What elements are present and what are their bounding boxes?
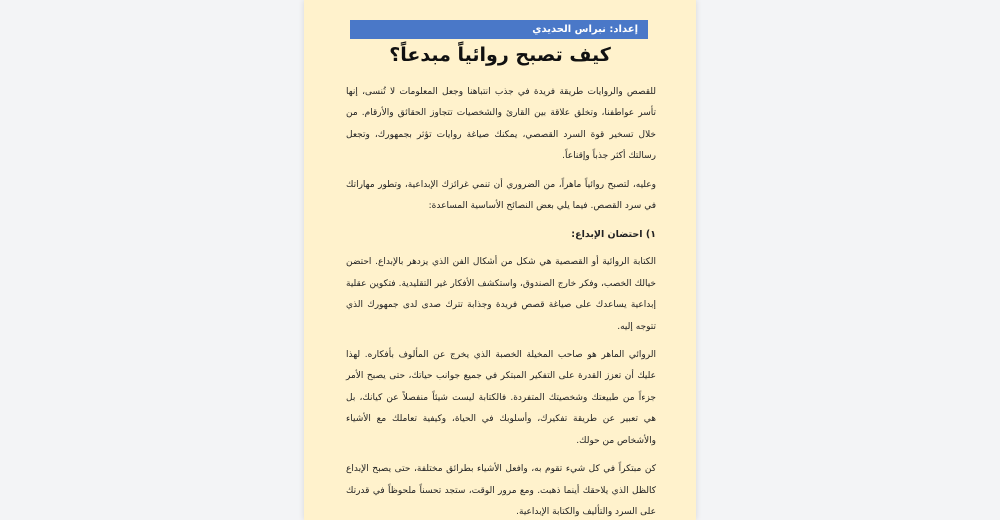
document-page xyxy=(304,0,696,520)
article-title: كيف تصبح روائياً مبدعاً؟ xyxy=(389,44,611,66)
paragraph-novelist: الروائي الماهر هو صاحب المخيلة الخصبة الذي يخرج عن المألوف بأفكاره. لهذا عليك أن تعزز القدرة على التفكير المبتكر في جميع جوانب حياتك، حتى يصبح الأمر جزءاً من طبيعتك وشخصيتك المتفردة. فالكتابة ليست شيئاً منفصلاً عن كيانك، بل هي تعبير عن طريقة تفكيرك، وأسلوبك في الحياة، وكيفية تعاملك مع الأشياء والأشخاص من حولك. xyxy=(346,350,656,446)
section-heading: ١) احتضان الإبداع: xyxy=(571,229,656,241)
article-body xyxy=(346,82,656,520)
paragraph-intro: للقصص والروايات طريقة فريدة في جذب انتباهنا وجعل المعلومات لا تُنسى، إنها تأسر عواطفنا، وتخلق علاقة بين القارئ والشخصيات تتجاوز الحقائق والأرقام. من خلال تسخير قوة السرد القصصي، يمكنك صياغة روايات تؤثر بجمهورك، وتجعل رسالتك أكثر جذباً وإقناعاً. xyxy=(346,87,656,162)
author-banner: إعداد: نبراس الحديدي xyxy=(350,20,648,39)
paragraph-innovate: كن مبتكراً في كل شيء تقوم به، وافعل الأشياء بطرائق مختلفة، حتى يصبح الإبداع كالظل الذي يلاحقك أينما ذهبت. ومع مرور الوقت، ستجد تحسناً ملحوظاً في قدرتك على السرد والتأليف والكتابة الإبداعية. xyxy=(346,464,656,517)
paragraph-creativity: الكتابة الروائية أو القصصية هي شكل من أشكال الفن الذي يزدهر بالإبداع. احتضن خيالك الخصب، وفكر خارج الصندوق، واستكشف الأفكار غير التقليدية. فتكوين عقلية إبداعية يساعدك على صياغة قصص فريدة وجذابة تترك صدى لدى جمهورك الذي تتوجه إليه. xyxy=(346,257,656,332)
paragraph-tips-intro: وعليه، لتصبح روائياً ماهراً، من الضروري أن تنمي غرائزك الإبداعية، وتطور مهاراتك في سرد القصص. فيما يلي بعض النصائح الأساسية المساعدة: xyxy=(346,179,656,212)
